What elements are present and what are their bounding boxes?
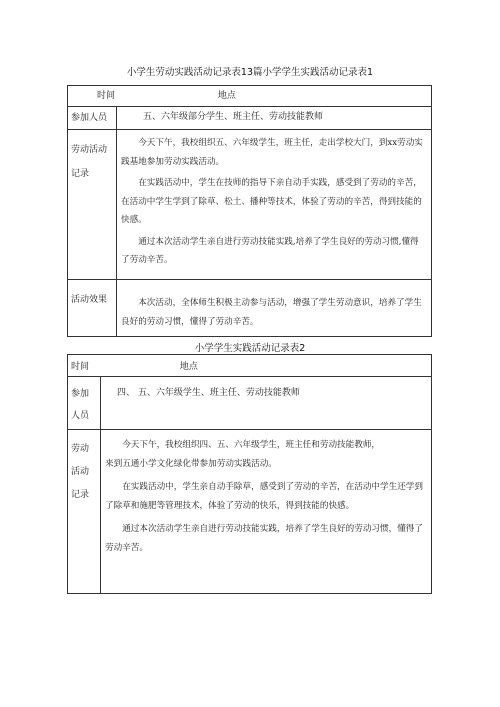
participants-label: 参加人员 — [68, 107, 117, 130]
participants-value: 四、 五、六年级学生、班主任、劳动技能教师 — [101, 377, 432, 430]
record-content — [101, 430, 432, 594]
time-label: 时间 — [97, 91, 116, 101]
record-label: 劳动活动记录 — [68, 130, 117, 280]
record-line: 今天下午，我校组织四、五、六年级学生，班主任和劳动技能教师， — [122, 440, 381, 450]
activity-record-table-1 — [67, 85, 432, 337]
record-paragraph: 在实践活动中，学生在技师的指导下亲自动手实践，感受到了劳动的辛苦，在活动中学生学到了除草、松土、播种等技术，体验了劳动的辛苦，得到技能的快感。 — [121, 178, 422, 225]
table1-title: 小学生劳动实践活动记录表13篇小学学生实践活动记录表1 — [126, 67, 374, 78]
record-paragraph: 今天下午，我校组织五、六年级学生，班主任，走出学校大门，到xx劳动实践基地参加劳动实践活动。 — [121, 138, 423, 167]
place-label: 地点 — [217, 91, 236, 101]
participants-label: 参加人员 — [68, 377, 101, 430]
table2-title: 小学学生实践活动记录表2 — [194, 343, 306, 354]
record-paragraph: 通过本次活动学生亲自进行劳动技能实践,培养了学生良好的劳动习惯,懂得了劳动辛苦。 — [121, 236, 419, 265]
participants-value: 五、六年级部分学生、班主任、劳动技能教师 — [117, 107, 432, 130]
effect-label: 活动效果 — [68, 280, 117, 337]
record-content — [117, 130, 432, 280]
record-label: 劳动活动记录 — [68, 430, 101, 594]
activity-record-table-2 — [67, 354, 432, 594]
effect-text: 本次活动，全体师生积极主动参与活动，增强了学生劳动意识，培养了学生良好的劳动习惯，懂得了劳动辛苦。 — [121, 298, 422, 327]
record-paragraph: 通过本次活动学生亲自进行劳动技能实践，培养了学生良好的劳动习惯，懂得了劳动辛苦。 — [105, 524, 423, 553]
record-paragraph: 在实践活动中，学生亲自动手除草，感受到了劳动的辛苦，在活动中学生还学到了除草和施肥等管理技术，体验了劳动的快乐，得到技能的快感。 — [105, 482, 423, 511]
time-label: 时间 — [71, 362, 90, 372]
place-label: 地点 — [179, 362, 198, 372]
record-line: 来到五通小学文化绿化带参加劳动实践活动。 — [105, 458, 277, 469]
effect-content — [117, 280, 432, 337]
